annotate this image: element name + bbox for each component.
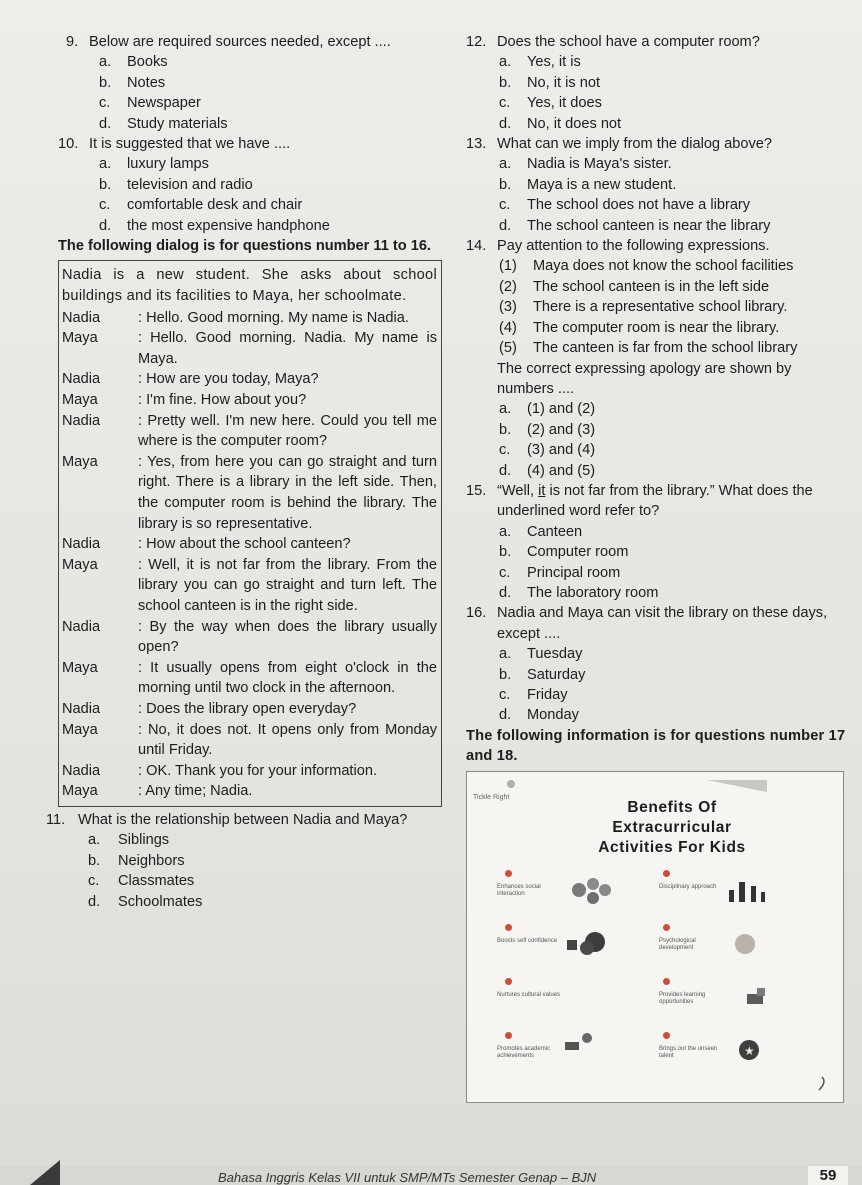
- option-letter: d.: [499, 115, 512, 132]
- option-text: comfortable desk and chair: [127, 197, 303, 214]
- question-text-part: is not far from the library.” What does the underlined word refer to?: [497, 482, 813, 520]
- speaker: Nadia: [62, 309, 101, 326]
- option[interactable]: [466, 399, 846, 419]
- dialog-line: [62, 720, 437, 761]
- option-letter: a.: [499, 54, 512, 71]
- brain-psych-icon: [735, 934, 755, 954]
- option[interactable]: [466, 420, 846, 440]
- option[interactable]: [466, 52, 846, 72]
- option-text: Maya is a new student.: [527, 176, 677, 193]
- option-letter: c.: [499, 197, 511, 214]
- question-text: What can we imply from the dialog above?: [497, 136, 772, 153]
- people-icon: [729, 882, 765, 902]
- benefit-label: Psychological development: [659, 937, 696, 951]
- option-text: Notes: [127, 74, 166, 91]
- dialog-heading: The following dialog is for questions number 11 to 16.: [58, 238, 431, 255]
- option[interactable]: [466, 705, 846, 725]
- option-text: Monday: [527, 707, 579, 724]
- right-column: [466, 32, 846, 1103]
- dialog-line: [62, 328, 437, 369]
- question-number: 14.: [466, 238, 487, 255]
- left-column: [46, 32, 442, 912]
- option-text: Books: [127, 54, 168, 71]
- dialog-line: [62, 390, 437, 411]
- option-text: The laboratory room: [527, 584, 659, 601]
- option-letter: b.: [499, 421, 512, 438]
- speaker: Maya: [62, 453, 98, 470]
- expression-number: (5): [499, 340, 517, 357]
- option-letter: c.: [99, 197, 111, 214]
- utterance: : How about the school canteen?: [138, 536, 351, 553]
- expression: [466, 338, 846, 358]
- option[interactable]: [466, 542, 846, 562]
- option[interactable]: [466, 216, 846, 236]
- dialog-line: [62, 617, 437, 658]
- speaker: Nadia: [62, 762, 101, 779]
- option[interactable]: [466, 522, 846, 542]
- option-letter: a.: [99, 156, 112, 173]
- option-text: Friday: [527, 687, 568, 703]
- option-text: Tuesday: [527, 646, 583, 663]
- graduation-icon: [565, 1033, 592, 1050]
- option-text: the most expensive handphone: [127, 217, 330, 234]
- question-prompt: The correct expressing apology are shown by numbers ....: [497, 360, 792, 397]
- question-12: [466, 32, 846, 134]
- utterance: : Pretty well. I'm new here. Could you tell me where is the computer room?: [138, 412, 437, 450]
- option-letter: c.: [499, 687, 511, 703]
- option-letter: b.: [499, 74, 512, 91]
- question-text-part: “Well,: [497, 482, 539, 499]
- option-text: Yes, it is: [527, 54, 581, 71]
- option-letter: a.: [88, 832, 101, 849]
- expression-number: (1): [499, 258, 517, 275]
- expression-text: The canteen is far from the school library: [533, 340, 798, 357]
- option[interactable]: [466, 440, 846, 460]
- option[interactable]: [466, 665, 846, 685]
- utterance: : Any time; Nadia.: [138, 783, 253, 800]
- option[interactable]: [46, 851, 442, 871]
- benefit-dot: [663, 870, 670, 877]
- option[interactable]: [466, 93, 846, 113]
- brain-icon: [580, 932, 605, 955]
- question-text: Does the school have a computer room?: [497, 34, 760, 50]
- benefit-label: Boosts self confidence: [497, 937, 558, 944]
- speaker: Maya: [62, 392, 98, 409]
- question-number: 13.: [466, 136, 487, 153]
- benefit-dot: [663, 924, 670, 931]
- benefit-dot: [505, 978, 512, 985]
- speaker: Nadia: [62, 412, 101, 429]
- utterance: : It usually opens from eight o'clock in the morning until two clock in the afternoon.: [138, 659, 437, 697]
- expression-number: (2): [499, 278, 517, 295]
- expression: [466, 297, 846, 317]
- benefit-label: Disciplinary approach: [659, 883, 717, 890]
- option-text: No, it does not: [527, 115, 622, 132]
- trophy-icon: [567, 940, 577, 950]
- utterance: : Does the library open everyday?: [138, 700, 357, 717]
- speaker: Maya: [62, 783, 98, 800]
- option[interactable]: [466, 685, 846, 705]
- option-letter: b.: [499, 666, 512, 683]
- question-9: [66, 32, 442, 134]
- question-number: 16.: [466, 605, 487, 622]
- utterance: : Hello. Good morning. Nadia. My name is Maya.: [138, 330, 437, 367]
- decor-curve: [819, 1077, 824, 1090]
- option-text: Schoolmates: [118, 893, 203, 910]
- option-letter: c.: [499, 95, 511, 112]
- option-letter: a.: [499, 646, 512, 663]
- gears-icon: [572, 878, 611, 904]
- question-text: [497, 481, 846, 522]
- dialog-box: [58, 260, 442, 806]
- question-text: Nadia and Maya can visit the library on these days, except ....: [497, 605, 828, 642]
- speaker: Maya: [62, 330, 98, 347]
- benefit-label: Enhances social interaction: [497, 883, 541, 897]
- utterance: : By the way when does the library usually open?: [138, 618, 437, 656]
- option-text: luxury lamps: [127, 156, 209, 173]
- question-number: 11.: [46, 811, 66, 828]
- title-line: Extracurricular: [612, 818, 732, 836]
- option-text: Saturday: [527, 666, 586, 683]
- dialog-intro: Nadia is a new student. She asks about school buildings and its facilities to Maya, her schoolmate.: [62, 267, 437, 305]
- dialog-line: [62, 452, 437, 534]
- dialog-line: [62, 411, 437, 452]
- expression: [466, 277, 846, 297]
- expression-number: (3): [499, 299, 517, 316]
- brand-label: Tickle Right: [473, 793, 510, 801]
- utterance: : No, it does not. It opens only from Monday until Friday.: [138, 721, 437, 759]
- dialog-line: [62, 658, 437, 699]
- infographic: [466, 771, 844, 1103]
- option-letter: c.: [499, 564, 511, 581]
- option-text: Siblings: [118, 832, 170, 849]
- option-text: Computer room: [527, 544, 629, 561]
- book-icon: [747, 988, 765, 1004]
- option-text: (1) and (2): [527, 401, 596, 418]
- option[interactable]: [466, 175, 846, 195]
- option-text: Neighbors: [118, 852, 185, 869]
- benefit-label: Brings out the unseen talent: [659, 1045, 718, 1059]
- option[interactable]: [66, 114, 442, 134]
- option[interactable]: [466, 73, 846, 93]
- question-number: 9.: [66, 34, 79, 50]
- benefit-dot: [505, 924, 512, 931]
- option[interactable]: [46, 830, 442, 850]
- option-letter: d.: [499, 462, 512, 479]
- option[interactable]: [66, 195, 442, 215]
- option-letter: b.: [88, 852, 101, 869]
- benefit-dot: [663, 1032, 670, 1039]
- svg-text:★: ★: [744, 1043, 755, 1058]
- option-letter: b.: [499, 544, 512, 561]
- speaker: Maya: [62, 721, 98, 738]
- utterance: : How are you today, Maya?: [138, 371, 319, 388]
- question-number: 15.: [466, 482, 487, 499]
- option-letter: d.: [99, 115, 112, 132]
- option[interactable]: [66, 216, 442, 236]
- speaker: Nadia: [62, 700, 101, 717]
- option-letter: b.: [99, 74, 112, 91]
- dialog-line: [62, 308, 437, 329]
- info-heading: The following information is for questions number 17 and 18.: [466, 727, 846, 765]
- benefit-label: Provides learning opportunities: [659, 991, 706, 1005]
- question-text: It is suggested that we have ....: [89, 136, 291, 153]
- corner-decoration: [30, 1160, 60, 1185]
- option-text: Classmates: [118, 873, 195, 890]
- option[interactable]: [46, 871, 442, 891]
- question-13: [466, 134, 846, 236]
- utterance: : I'm fine. How about you?: [138, 392, 307, 409]
- dialog-line: [62, 369, 437, 390]
- option-letter: d.: [88, 893, 101, 910]
- question-number: 10.: [58, 136, 79, 153]
- option[interactable]: [66, 73, 442, 93]
- option-letter: a.: [499, 401, 512, 418]
- question-number: 12.: [466, 34, 487, 50]
- expression-number: (4): [499, 319, 517, 336]
- footer-book-title: Bahasa Inggris Kelas VII untuk SMP/MTs Semester Genap – BJN: [218, 1170, 597, 1185]
- dialog-line: [62, 781, 437, 802]
- option-letter: d.: [499, 584, 512, 601]
- utterance: : Hello. Good morning. My name is Nadia.: [138, 309, 409, 326]
- option-text: (3) and (4): [527, 442, 596, 459]
- option-letter: a.: [499, 523, 512, 540]
- question-text: Below are required sources needed, except ....: [89, 34, 391, 50]
- underlined-word: it: [538, 482, 546, 499]
- option-letter: b.: [99, 176, 112, 193]
- option-letter: d.: [499, 217, 512, 234]
- option[interactable]: [466, 195, 846, 215]
- dialog-line: [62, 761, 437, 782]
- option[interactable]: [466, 461, 846, 481]
- option-text: Newspaper: [127, 95, 201, 112]
- option[interactable]: [66, 175, 442, 195]
- option[interactable]: [466, 154, 846, 174]
- option-text: (4) and (5): [527, 462, 596, 479]
- expression-text: There is a representative school library.: [533, 299, 788, 316]
- option[interactable]: [466, 583, 846, 603]
- option-letter: c.: [99, 95, 111, 112]
- option-letter: c.: [88, 873, 100, 890]
- expression: [466, 256, 846, 276]
- dialog-line: [62, 699, 437, 720]
- option-text: The school canteen is near the library: [527, 217, 771, 234]
- option-text: (2) and (3): [527, 421, 596, 438]
- dialog-line: [62, 534, 437, 555]
- benefit-label: Nurtures cultural values: [497, 991, 561, 998]
- option-letter: d.: [99, 217, 112, 234]
- question-text: What is the relationship between Nadia and Maya?: [78, 811, 408, 828]
- option-text: Principal room: [527, 564, 621, 581]
- option-letter: c.: [499, 442, 511, 459]
- title-line: Activities For Kids: [598, 838, 746, 856]
- benefit-label: Promotes academic achievements: [497, 1045, 551, 1059]
- dialog-line: [62, 555, 437, 617]
- expression: [466, 318, 846, 338]
- question-14: [466, 236, 846, 481]
- option[interactable]: [46, 892, 442, 912]
- option[interactable]: [66, 52, 442, 72]
- utterance: : OK. Thank you for your information.: [138, 762, 378, 779]
- option-letter: d.: [499, 707, 512, 724]
- option-text: No, it is not: [527, 74, 600, 91]
- decor-shape: [707, 780, 767, 792]
- speaker: Maya: [62, 659, 98, 676]
- question-16: [466, 603, 846, 725]
- option-text: Study materials: [127, 115, 228, 132]
- expression-text: The school canteen is in the left side: [533, 278, 770, 295]
- utterance: : Yes, from here you can go straight and turn right. There is a library in the left side. Then, the computer room is behind the library. The library is so representative.: [138, 453, 437, 532]
- speaker: Nadia: [62, 618, 101, 635]
- option[interactable]: [66, 154, 442, 174]
- page-number: 59: [808, 1166, 848, 1185]
- option-letter: a.: [499, 156, 512, 173]
- speaker: Nadia: [62, 536, 101, 553]
- question-15: [466, 481, 846, 603]
- question-10: [58, 134, 442, 236]
- speaker: Nadia: [62, 371, 101, 388]
- benefit-dot: [505, 870, 512, 877]
- option-text: Yes, it does: [527, 95, 602, 112]
- question-text: Pay attention to the following expressions.: [497, 238, 770, 255]
- title-line: Benefits Of: [627, 798, 717, 816]
- option-letter: a.: [99, 54, 112, 71]
- option-text: Nadia is Maya's sister.: [527, 156, 672, 173]
- benefit-dot: [505, 1032, 512, 1039]
- utterance: : Well, it is not far from the library. From the library you can go straight and turn left. The school canteen is in the right side.: [138, 556, 437, 614]
- star-icon: [739, 1040, 759, 1060]
- decor-dot: [507, 780, 515, 788]
- question-11: [46, 810, 442, 912]
- option[interactable]: [66, 93, 442, 113]
- option-text: television and radio: [127, 176, 253, 193]
- option[interactable]: [466, 563, 846, 583]
- speaker: Maya: [62, 556, 98, 573]
- option-letter: b.: [499, 176, 512, 193]
- benefit-dot: [663, 978, 670, 985]
- option[interactable]: [466, 114, 846, 134]
- expression-text: The computer room is near the library.: [533, 319, 780, 336]
- option[interactable]: [466, 644, 846, 664]
- expression-text: Maya does not know the school facilities: [533, 258, 794, 275]
- option-text: Canteen: [527, 523, 583, 540]
- option-text: The school does not have a library: [527, 197, 751, 214]
